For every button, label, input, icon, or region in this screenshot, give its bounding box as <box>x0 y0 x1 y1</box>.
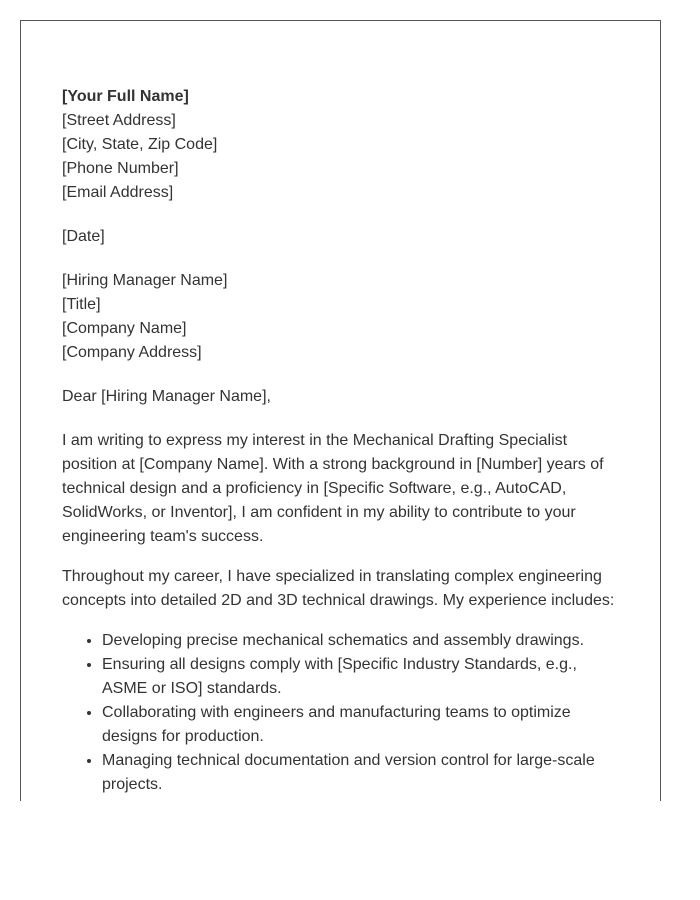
intro-paragraph: I am writing to express my interest in the Mechanical Drafting Specialist position at [Company Name]. With a strong background in [Number] years of technical design and a proficiency in [Specific Software, e.g., AutoCAD, SolidWorks, or Inventor], I am confident in my ability to contribute to your engineering team's success. <box>62 432 604 545</box>
recipient-name: [Hiring Manager Name] <box>62 272 228 289</box>
letter-date: [Date] <box>62 228 105 245</box>
list-item: • Collaborating with engineers and manufacturing teams to optimize designs for production. <box>102 701 622 749</box>
list-item: • Managing technical documentation and version control for large-scale projects. <box>102 749 622 797</box>
sender-street: [Street Address] <box>62 112 176 129</box>
letter-content <box>62 85 622 797</box>
salutation: Dear [Hiring Manager Name], <box>62 388 271 405</box>
sender-phone: [Phone Number] <box>62 160 179 177</box>
recipient-address: [Company Address] <box>62 344 202 361</box>
date-block <box>62 225 622 249</box>
sender-name: [Your Full Name] <box>62 88 189 105</box>
recipient-title: [Title] <box>62 296 101 313</box>
experience-list <box>62 629 622 797</box>
letter-page <box>20 20 661 801</box>
recipient-company: [Company Name] <box>62 320 187 337</box>
sender-email: [Email Address] <box>62 184 174 201</box>
sender-city-state-zip: [City, State, Zip Code] <box>62 136 218 153</box>
salutation-block <box>62 385 622 409</box>
list-item: • Developing precise mechanical schematics and assembly drawings. <box>102 629 622 653</box>
sender-block <box>62 85 622 205</box>
list-item: • Ensuring all designs comply with [Specific Industry Standards, e.g., ASME or ISO] standards. <box>102 653 622 701</box>
experience-paragraph: Throughout my career, I have specialized in translating complex engineering concepts into detailed 2D and 3D technical drawings. My experience includes: <box>62 568 615 609</box>
recipient-block <box>62 269 622 365</box>
